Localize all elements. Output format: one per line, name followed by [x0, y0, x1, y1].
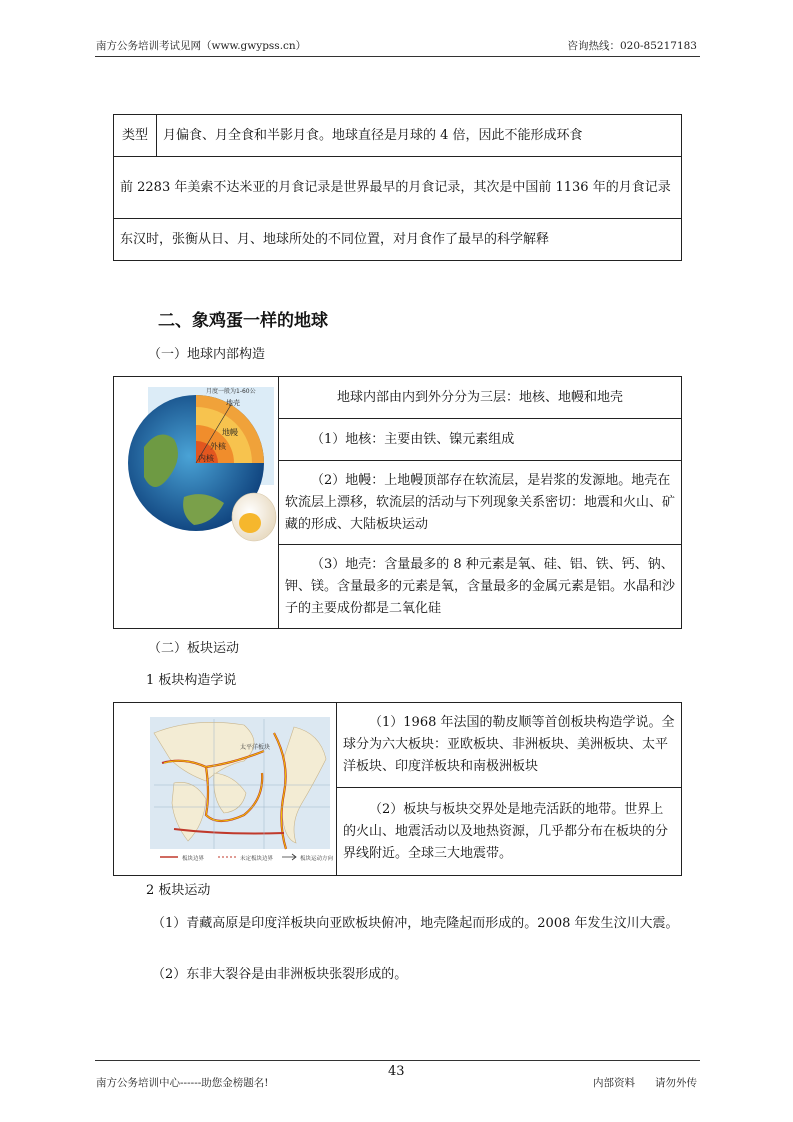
earth-mantle-row: （2）地幔：上地幔顶部存在软流层，是岩浆的发源地。地壳在软流层上漂移，软流层的活动与下列现象关系密切：地震和火山、矿藏的形成、大陆板块运动 — [279, 461, 682, 545]
earth-label-outer-core: 外核 — [210, 442, 226, 451]
subsection-plate-movement: （二）板块运动 — [148, 641, 240, 656]
footer-right: 内部资料 请勿外传 — [592, 1077, 697, 1089]
header-rule — [95, 56, 700, 57]
legend-plate-motion: 板块运动方向 — [300, 856, 334, 862]
earth-layers-intro: 地球内部由内到外分分为三层：地核、地幔和地壳 — [279, 377, 682, 419]
earth-crust-row: （3）地壳：含量最多的 8 种元素是氧、硅、铝、铁、钙、钠、钾、镁。含量最多的元素是氧，含量最多的金属元素是铝。水晶和沙子的主要成份都是二氧化硅 — [279, 545, 682, 629]
earth-label-mantle: 地幔 — [222, 428, 238, 437]
paragraph-east-african-rift: （2）东非大裂谷是由非洲板块张裂形成的。 — [152, 967, 408, 982]
map-label-pacific-plate: 太平洋板块 — [240, 744, 271, 751]
plate-table — [113, 702, 682, 876]
egg-yolk-icon — [239, 513, 261, 533]
zhang-heng-cell: 东汉时，张衡从日、月、地球所处的不同位置，对月食作了最早的科学解释 — [114, 219, 682, 261]
header-right: 咨询热线：020-85217183 — [567, 40, 697, 52]
heading-plate-tectonics-theory: 1 板块构造学说 — [146, 673, 237, 688]
page-number: 43 — [388, 1064, 405, 1079]
earth-label-thickness: 月度一般为1-60公 — [206, 388, 256, 395]
footer-left: 南方公务培训中心------助您金榜题名! — [96, 1077, 269, 1089]
heading-plate-movement: 2 板块运动 — [146, 883, 211, 898]
section-title: 二、象鸡蛋一样的地球 — [158, 311, 328, 331]
earth-figure-cell — [114, 377, 279, 629]
earth-label-crust: 地壳 — [226, 399, 240, 407]
world-plate-map — [114, 703, 336, 867]
eclipse-table — [113, 114, 682, 261]
eclipse-record-cell: 前 2283 年美索不达米亚的月食记录是世界最早的月食记录，其次是中国前 1136 年的月食记录 — [114, 157, 682, 219]
plate-map-cell — [114, 703, 337, 876]
legend-plate-boundary: 板块边界 — [182, 856, 205, 862]
earth-core-row: （1）地核：主要由铁、镍元素组成 — [279, 419, 682, 461]
earth-cross-section-illustration — [114, 377, 278, 547]
header-left: 南方公务培训考试见网（www.gwypss.cn） — [96, 40, 307, 52]
paragraph-qinghai-tibet: （1）青藏高原是印度洋板块向亚欧板块俯冲，地壳隆起而形成的。2008 年发生汶川大震。 — [152, 916, 679, 931]
earth-label-inner-core: 内核 — [198, 454, 214, 463]
legend-undetermined-boundary: 未定板块边界 — [240, 856, 274, 862]
plate-theory-row: （1）1968 年法国的勒皮顺等首创板块构造学说。全球分为六大板块：亚欧板块、非洲板块、美洲板块、太平洋板块、印度洋板块和南极洲板块 — [337, 703, 682, 788]
earth-structure-table — [113, 376, 682, 629]
footer-rule — [95, 1060, 700, 1061]
plate-boundary-row: （2）板块与板块交界处是地壳活跃的地带。世界上的火山、地震活动以及地热资源，几乎都分布在板块的分界线附近。全球三大地震带。 — [337, 788, 682, 876]
subsection-earth-structure: （一）地球内部构造 — [148, 347, 266, 362]
type-text-cell: 月偏食、月全食和半影月食。地球直径是月球的 4 倍，因此不能形成环食 — [157, 115, 682, 157]
type-label-cell: 类型 — [114, 115, 157, 157]
